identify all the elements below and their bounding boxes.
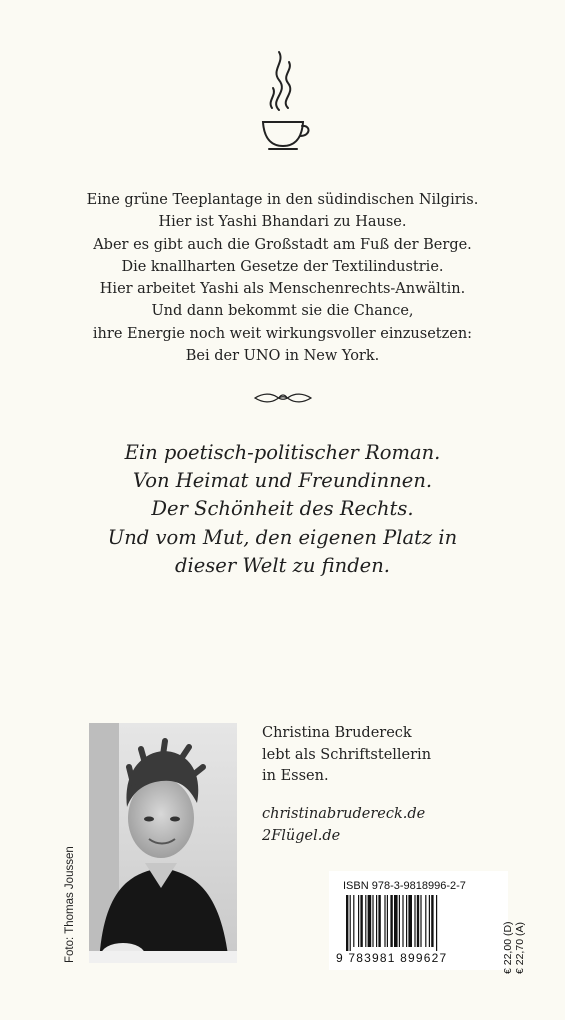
barcode-stripe	[408, 895, 412, 947]
blurb-line: Hier arbeitet Yashi als Menschenrechts-Anwältin.	[99, 281, 466, 298]
tagline-quote	[0, 439, 565, 580]
quote-line: dieser Welt zu finden.	[175, 553, 390, 577]
barcode-bars	[346, 895, 470, 951]
blurb-text	[0, 189, 565, 367]
quote-line: Und vom Mut, den eigenen Platz in	[107, 525, 458, 549]
barcode-stripe	[414, 895, 415, 947]
blurb-line: Aber es gibt auch die Großstadt am Fuß der Berge.	[93, 236, 472, 253]
barcode-stripe	[360, 895, 362, 947]
photo-credit: Foto: Thomas Joussen	[64, 846, 76, 963]
barcode-stripe	[350, 895, 351, 951]
author-photo	[89, 723, 237, 963]
price-germany: € 22,00 (D)	[502, 921, 514, 974]
barcode-stripe	[406, 895, 407, 947]
barcode-stripe	[353, 895, 354, 947]
barcode-stripe	[384, 895, 385, 947]
website-link-author[interactable]: christinabrudereck.de	[262, 806, 426, 822]
barcode-stripe	[365, 895, 366, 947]
steaming-teacup-icon	[255, 48, 315, 158]
barcode-stripe	[436, 895, 437, 951]
blurb-line: Eine grüne Teeplantage in den südindischen Nilgiris.	[86, 192, 479, 208]
website-link-publisher[interactable]: 2Flügel.de	[262, 827, 341, 844]
blurb-line: ihre Energie noch weit wirkungsvoller einzusetzen:	[92, 325, 473, 342]
barcode-stripe	[394, 895, 398, 947]
blurb-line: Hier ist Yashi Bhandari zu Hause.	[158, 214, 407, 231]
barcode-stripe	[378, 895, 380, 947]
barcode-stripe	[346, 895, 348, 951]
quote-line: Ein poetisch-politischer Roman.	[124, 441, 441, 464]
bio-line: in Essen.	[262, 768, 329, 784]
bio-line: lebt als Schriftstellerin	[262, 746, 432, 763]
barcode-stripe	[368, 895, 372, 947]
barcode-stripe	[376, 895, 377, 947]
quote-line: Von Heimat und Freundinnen.	[132, 469, 433, 493]
barcode-stripe	[358, 895, 359, 947]
isbn-label: ISBN 978-3-9818996-2-7	[343, 880, 466, 892]
barcode-stripe	[372, 895, 373, 947]
barcode-stripe	[425, 895, 426, 947]
barcode-stripe	[429, 895, 430, 947]
quote-line: Der Schönheit des Rechts.	[151, 497, 414, 521]
barcode-stripe	[390, 895, 392, 947]
barcode-stripe	[431, 895, 433, 947]
barcode-stripe	[387, 895, 388, 947]
blurb-line: Bei der UNO in New York.	[185, 348, 380, 365]
price-austria: € 22,70 (A)	[514, 922, 526, 974]
blurb-line: Die knallharten Gesetze der Textilindustrie.	[121, 258, 444, 275]
website-links	[262, 804, 425, 847]
barcode-stripe	[402, 895, 403, 947]
barcode-stripe	[420, 895, 421, 947]
flourish-ornament-icon	[253, 389, 313, 407]
barcode-stripe	[417, 895, 419, 947]
ean-digits: 9 783981 899627	[336, 951, 448, 965]
bio-line: Christina Brudereck	[262, 725, 412, 741]
barcode-stripe	[399, 895, 400, 947]
author-bio	[262, 723, 431, 788]
blurb-line: Und dann bekommt sie die Chance,	[151, 303, 414, 320]
price-label	[502, 921, 526, 974]
